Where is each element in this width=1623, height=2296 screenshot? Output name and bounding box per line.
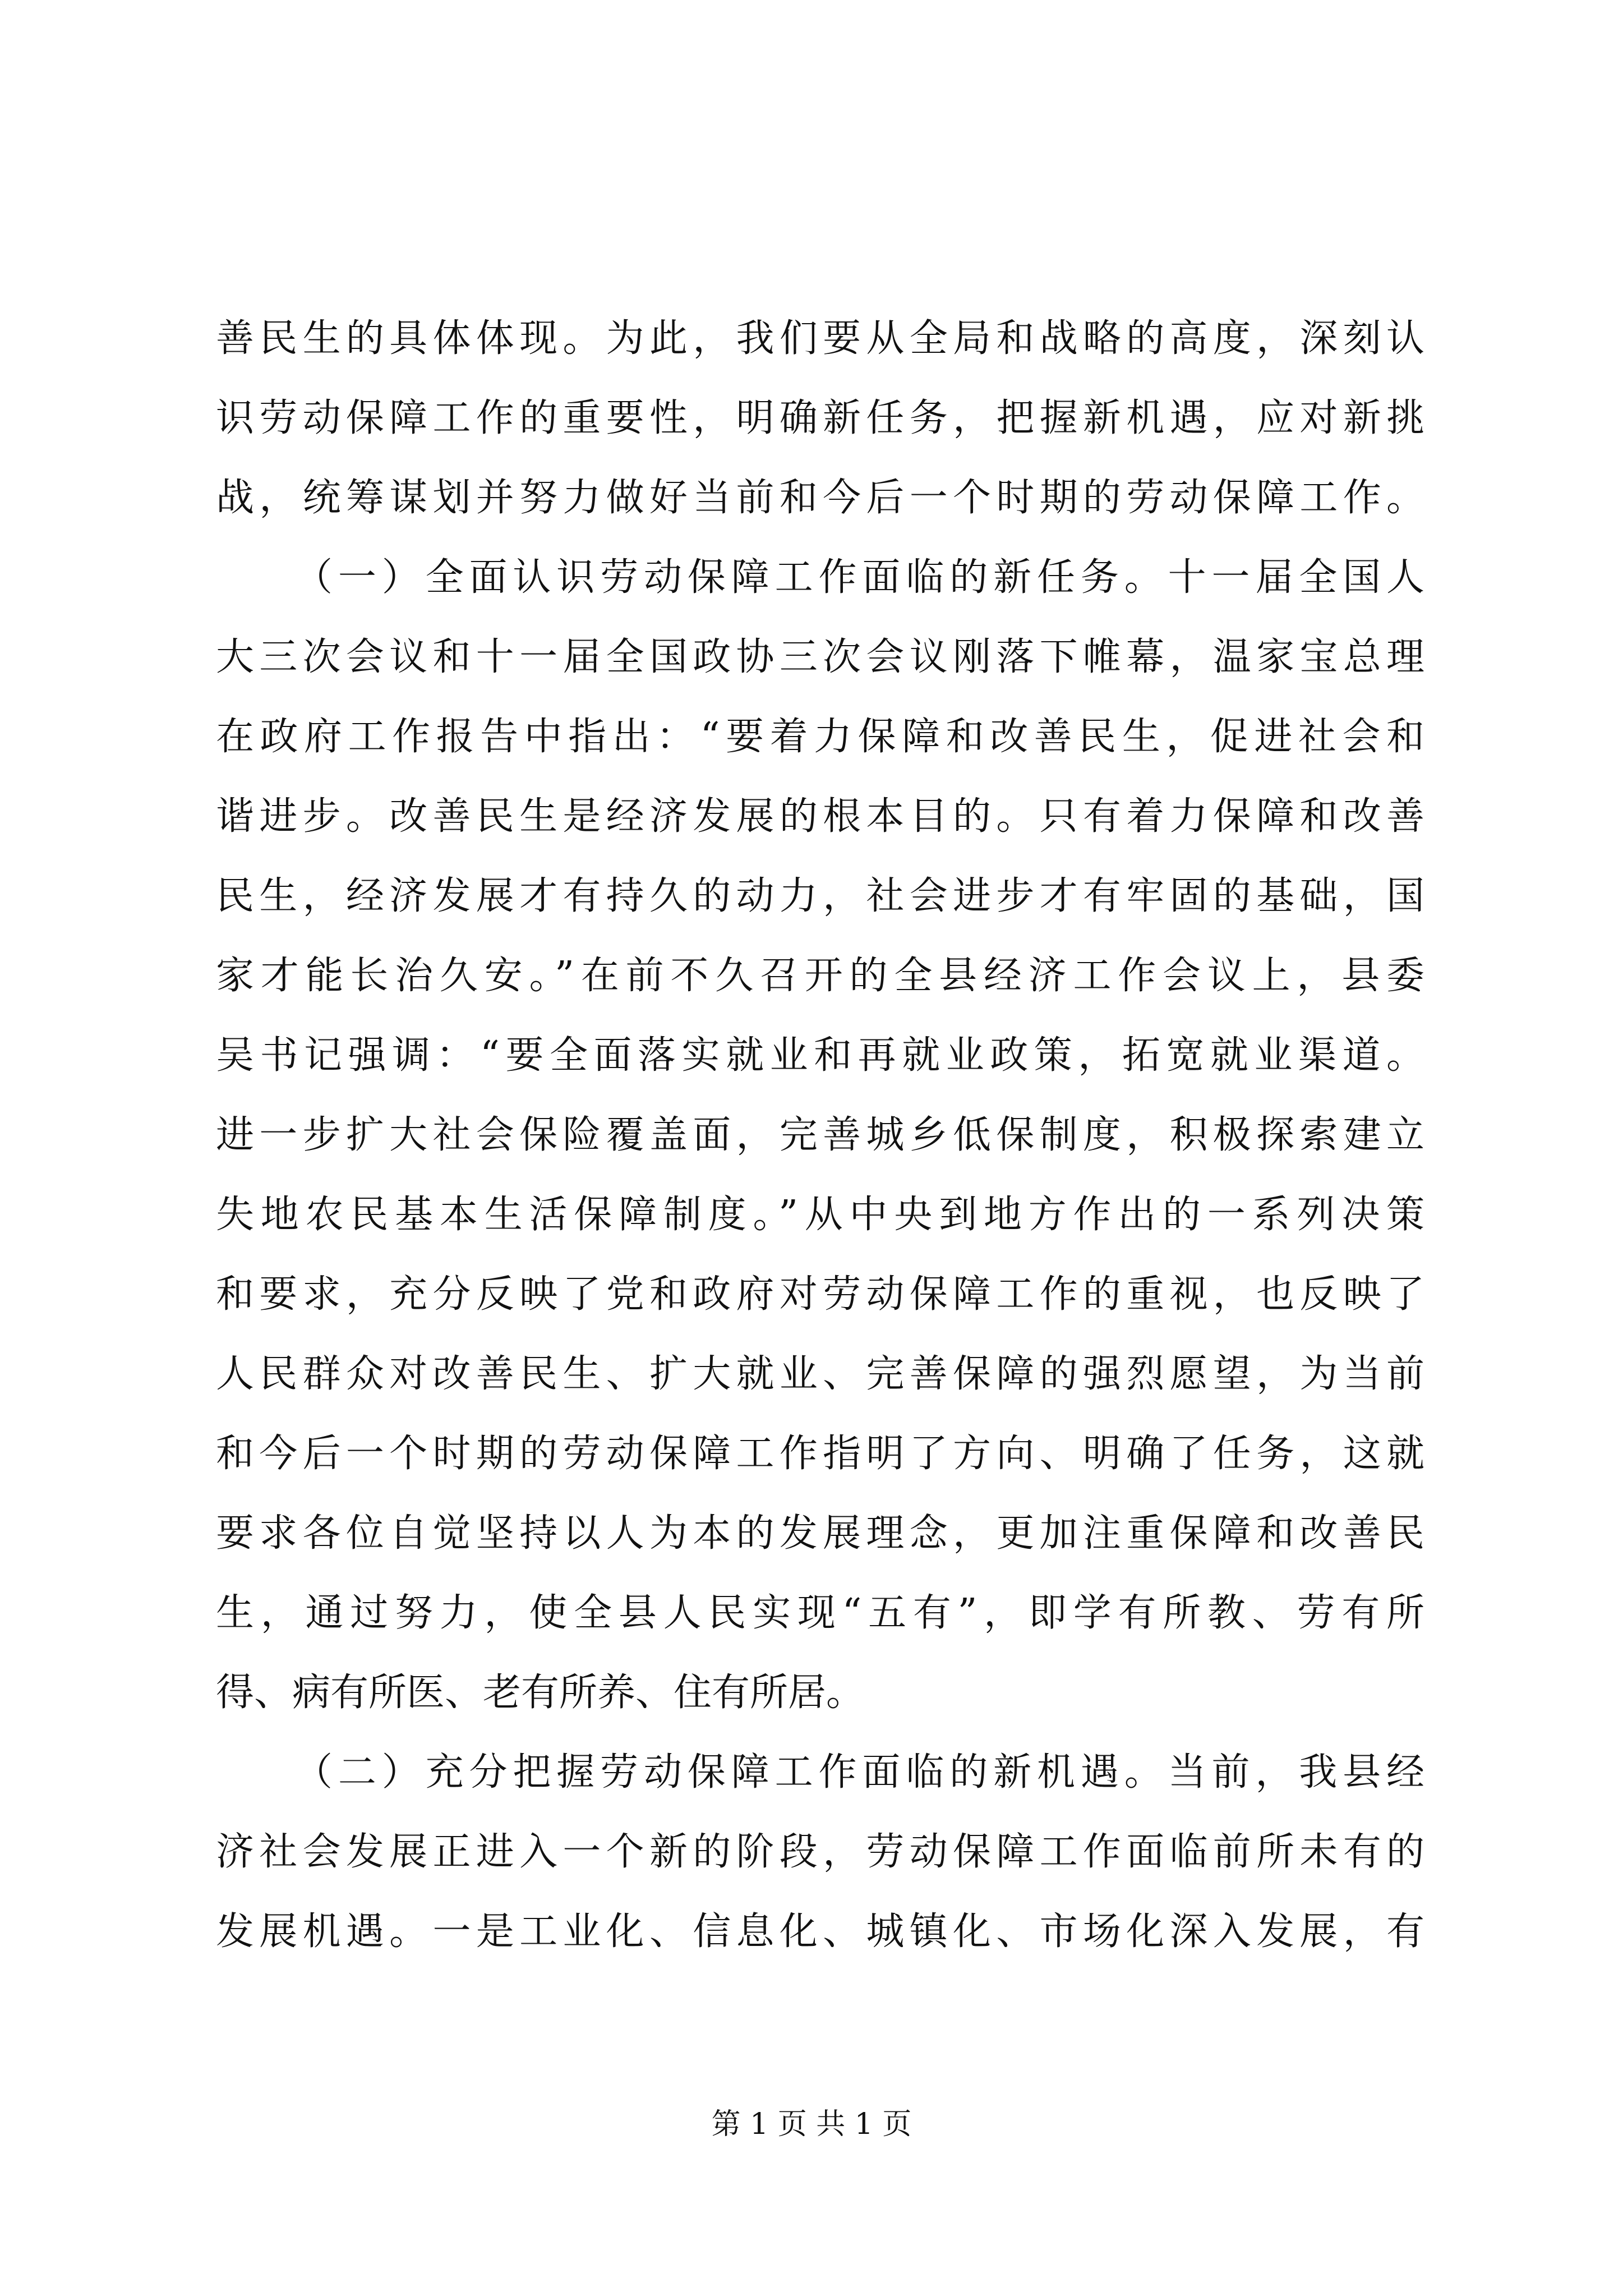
document-body (216, 299, 1424, 1972)
text-line: 发展机遇。一是工业化、信息化、城镇化、市场化深入发展，有 (216, 1910, 1424, 1954)
text-line: 谐进步。改善民生是经济发展的根本目的。只有着力保障和改善 (216, 794, 1424, 839)
paragraph-new-opportunities (216, 1733, 1424, 1972)
text-line: （二）充分把握劳动保障工作面临的新机遇。当前，我县经 (294, 1750, 1424, 1795)
text-line: 大三次会议和十一届全国政协三次会议刚落下帷幕，温家宝总理 (216, 635, 1424, 679)
text-line: 识劳动保障工作的重要性，明确新任务，把握新机遇，应对新挑 (216, 396, 1424, 440)
text-line: 失地农民基本生活保障制度。”从中央到地方作出的一系列决策 (216, 1193, 1424, 1237)
text-line: 要求各位自觉坚持以人为本的发展理念，更加注重保障和改善民 (216, 1511, 1424, 1556)
text-line: 进一步扩大社会保险覆盖面，完善城乡低保制度，积极探索建立 (216, 1113, 1424, 1157)
text-line: 家才能长治久安。”在前不久召开的全县经济工作会议上，县委 (216, 954, 1424, 998)
text-line: 吴书记强调：“要全面落实就业和再就业政策，拓宽就业渠道。 (216, 1033, 1424, 1078)
text-line: 民生，经济发展才有持久的动力，社会进步才有牢固的基础，国 (216, 874, 1424, 918)
text-line: （一）全面认识劳动保障工作面临的新任务。十一届全国人 (294, 555, 1424, 600)
text-line: 生，通过努力，使全县人民实现“五有”，即学有所教、劳有所 (216, 1591, 1424, 1635)
page-footer (0, 2105, 1623, 2144)
paragraph-new-tasks (216, 538, 1424, 1733)
text-line: 济社会发展正进入一个新的阶段，劳动保障工作面临前所未有的 (216, 1830, 1424, 1874)
text-line: 在政府工作报告中指出：“要着力保障和改善民生，促进社会和 (216, 715, 1424, 759)
text-line: 和要求，充分反映了党和政府对劳动保障工作的重视，也反映了 (216, 1272, 1424, 1317)
text-line: 和今后一个时期的劳动保障工作指明了方向、明确了任务，这就 (216, 1432, 1424, 1476)
text-line: 善民生的具体体现。为此，我们要从全局和战略的高度，深刻认 (216, 316, 1424, 361)
page-number-indicator: 第 1 页 共 1 页 (711, 2108, 912, 2141)
paragraph-intro (216, 299, 1424, 538)
text-line: 得、病有所医、老有所养、住有所居。 (216, 1671, 865, 1715)
text-line: 战，统筹谋划并努力做好当前和今后一个时期的劳动保障工作。 (216, 476, 1424, 520)
text-line: 人民群众对改善民生、扩大就业、完善保障的强烈愿望，为当前 (216, 1352, 1424, 1396)
